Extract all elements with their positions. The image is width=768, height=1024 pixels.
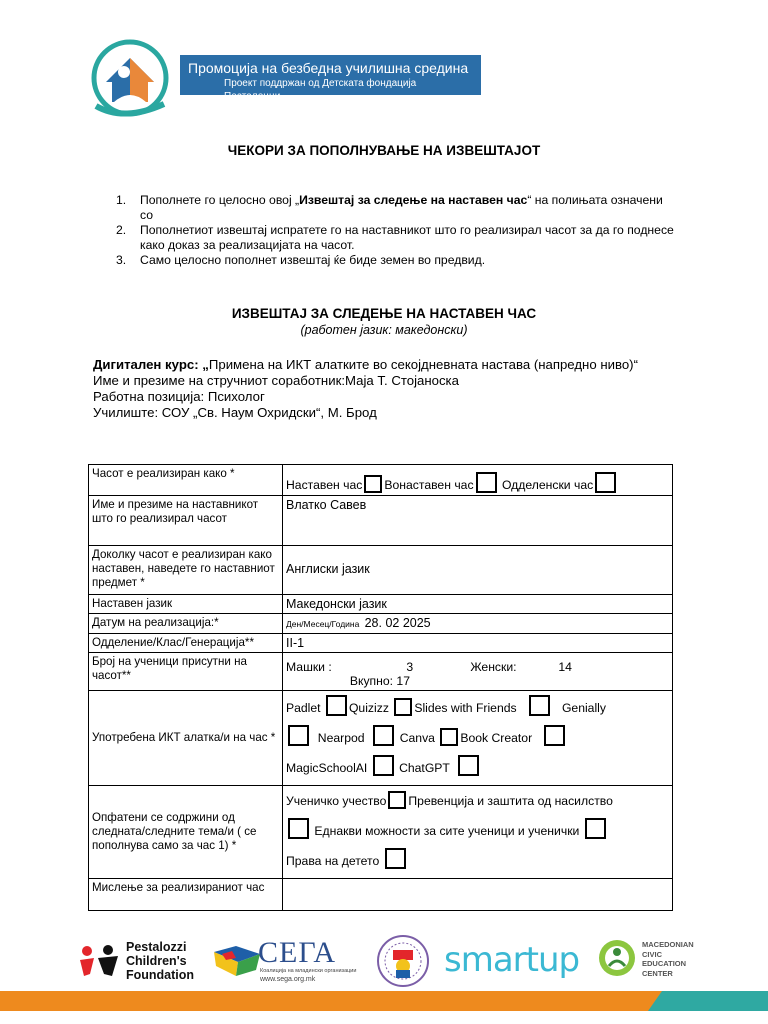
checkbox-bookcreator[interactable]	[544, 725, 565, 746]
footer-stripe-teal	[648, 991, 768, 1011]
step-text: Само целосно пополнет извештај ќе биде земен во предвид.	[140, 253, 486, 267]
step-item	[116, 193, 676, 223]
tools-row	[286, 693, 669, 723]
smartup-text: smartup	[444, 940, 580, 980]
mcec-text	[642, 940, 694, 978]
topic-rights-label: Права на детето	[286, 854, 380, 868]
mcec-line: EDUCATION	[642, 959, 687, 968]
tools-row	[286, 723, 669, 753]
realized-as-options	[283, 465, 673, 496]
mcec-logo-icon	[597, 938, 637, 978]
step-item	[116, 223, 676, 253]
tool-magicschool-label: MagicSchoolAI	[286, 761, 368, 775]
checkbox-extracurricular[interactable]	[476, 472, 497, 493]
date-label: Датум на реализација:*	[89, 614, 283, 634]
checkbox-nearpod[interactable]	[373, 725, 394, 746]
class-value[interactable]: II-1	[283, 634, 673, 653]
language-value[interactable]: Македонски јазик	[283, 595, 673, 614]
checkbox-participation[interactable]	[388, 791, 406, 809]
tools-row	[286, 753, 669, 783]
pestalozzi-logo-icon	[78, 944, 122, 978]
checkbox-canva[interactable]	[440, 728, 458, 746]
tool-bookcreator-label: Book Creator	[460, 731, 533, 745]
footer-logos	[0, 930, 768, 990]
pestalozzi-line: Foundation	[126, 968, 195, 982]
step-bold-text: Извештај за следење на наставен час	[299, 193, 528, 207]
male-count[interactable]: 3	[406, 660, 414, 674]
opinion-label: Мислење за реализираниот час	[89, 879, 283, 911]
date-hint: Ден/Месец/Година	[286, 619, 360, 629]
info-block	[93, 357, 683, 421]
step-number: 3.	[116, 253, 127, 267]
checkbox-magicschool[interactable]	[373, 755, 394, 776]
sega-text: СЕГА	[258, 936, 337, 969]
topics-row	[286, 816, 669, 846]
students-cell	[283, 653, 673, 691]
checkbox-padlet[interactable]	[326, 695, 347, 716]
pestalozzi-line: Pestalozzi	[126, 940, 187, 954]
option-regular-label: Наставен час	[286, 478, 363, 492]
report-subtitle: (работен јазик: македонски)	[300, 323, 468, 337]
steps-list	[116, 193, 676, 268]
female-label: Женски:	[470, 660, 517, 674]
step-number: 2.	[116, 223, 127, 237]
pestalozzi-text	[126, 940, 194, 982]
checkbox-quizizz[interactable]	[394, 698, 412, 716]
subject-label: Доколку часот е реализиран како наставен, наведете го наставниот предмет *	[89, 546, 283, 595]
checkbox-chatgpt[interactable]	[458, 755, 479, 776]
sega-url: www.sega.org.mk	[260, 976, 316, 983]
promotion-logo	[84, 36, 176, 120]
ict-tools-cell	[283, 691, 673, 786]
mcec-line: CENTER	[642, 968, 673, 978]
report-form	[88, 464, 673, 911]
students-label: Број на ученици присутни на часот**	[89, 653, 283, 691]
tool-nearpod-label: Nearpod	[317, 731, 365, 745]
realized-as-label: Часот е реализиран како *	[89, 465, 283, 496]
teacher-name-label: Име и презиме на наставникот што го реализирал часот	[89, 496, 283, 546]
class-label: Одделение/Клас/Генерација**	[89, 634, 283, 653]
topic-violence-label: Превенција и заштита од насилство	[408, 794, 613, 808]
report-title: ИЗВЕШТАЈ ЗА СЛЕДЕЊЕ НА НАСТАВЕН ЧАС	[231, 306, 537, 321]
female-count[interactable]: 14	[558, 660, 572, 674]
topics-row	[286, 846, 669, 876]
tool-quizizz-label: Quizizz	[348, 701, 389, 715]
topic-participation-label: Ученичко учество	[286, 794, 387, 808]
total-count: Вкупно: 17	[349, 674, 410, 688]
course-value: Примена на ИКТ алатките во секојдневната настава (напредно ниво)“	[208, 357, 638, 372]
option-extracurricular-label: Вонаставен час	[384, 478, 474, 492]
banner-title: Промоција на безбедна училишна средина	[188, 60, 469, 76]
sega-subtitle: Коалиција на младински организации	[260, 968, 357, 974]
sega-logo-icon	[212, 942, 262, 978]
school-line: Училиште: СОУ „Св. Наум Охридски“, М. Брод	[93, 405, 377, 420]
checkbox-regular[interactable]	[364, 475, 382, 493]
topics-cell	[283, 786, 673, 879]
topic-equal-label: Еднакви можности за сите ученици и ученички	[314, 824, 580, 838]
checkbox-equal[interactable]	[585, 818, 606, 839]
checkbox-homeroom[interactable]	[595, 472, 616, 493]
banner-subtitle: Проект поддржан од Детската фондација Песталоцци	[224, 78, 417, 102]
mcec-line: MACEDONIAN	[642, 940, 694, 949]
option-homeroom-label: Одделенски час	[501, 478, 594, 492]
step-item	[116, 253, 676, 268]
male-label: Машки :	[286, 660, 332, 674]
date-value[interactable]: 28. 02 2025	[364, 616, 431, 630]
tool-chatgpt-label: ChatGPT	[399, 761, 450, 775]
step-text: Пополнетиот извештај испратете го на наставникот што го реализирал часот за да го поднесе како доказ за реализацијата на часот.	[140, 223, 674, 252]
step-text: Пополнете го целосно овој „	[140, 193, 300, 207]
tool-padlet-label: Padlet	[286, 701, 321, 715]
tool-genially-label: Genially	[561, 701, 606, 715]
course-label: Дигитален курс: „	[93, 357, 209, 372]
school-seal-icon	[376, 934, 430, 988]
header-banner	[180, 55, 481, 102]
tool-slides-label: Slides with Friends	[414, 701, 517, 715]
step-number: 1.	[116, 193, 127, 207]
opinion-value[interactable]	[283, 879, 673, 911]
checkbox-rights[interactable]	[385, 848, 406, 869]
checkbox-genially[interactable]	[288, 725, 309, 746]
step-text: “ на полињата означени со	[140, 193, 663, 222]
date-cell	[283, 614, 673, 634]
topics-row	[286, 786, 669, 816]
pestalozzi-line: Children's	[126, 954, 187, 968]
associate-line: Име и презиме на стручниот соработник:Маја Т. Стојаноска	[93, 373, 459, 388]
position-line: Работна позиција: Психолог	[93, 389, 265, 404]
checkbox-slides[interactable]	[529, 695, 550, 716]
tool-canva-label: Canva	[399, 731, 435, 745]
checkbox-violence[interactable]	[288, 818, 309, 839]
subject-value[interactable]: Англиски јазик	[283, 546, 673, 595]
steps-title: ЧЕКОРИ ЗА ПОПОЛНУВАЊЕ НА ИЗВЕШТАЈОТ	[227, 143, 541, 158]
teacher-name-value[interactable]: Влатко Савев	[283, 496, 673, 546]
topics-label: Опфатени се содржини од следната/следните тема/и ( се пополнува само за час 1) *	[89, 786, 283, 879]
language-label: Наставен јазик	[89, 595, 283, 614]
course-line	[93, 357, 683, 373]
mcec-line: CIVIC	[642, 949, 663, 959]
ict-tools-label: Употребена ИКТ алатка/и на час *	[89, 691, 283, 786]
